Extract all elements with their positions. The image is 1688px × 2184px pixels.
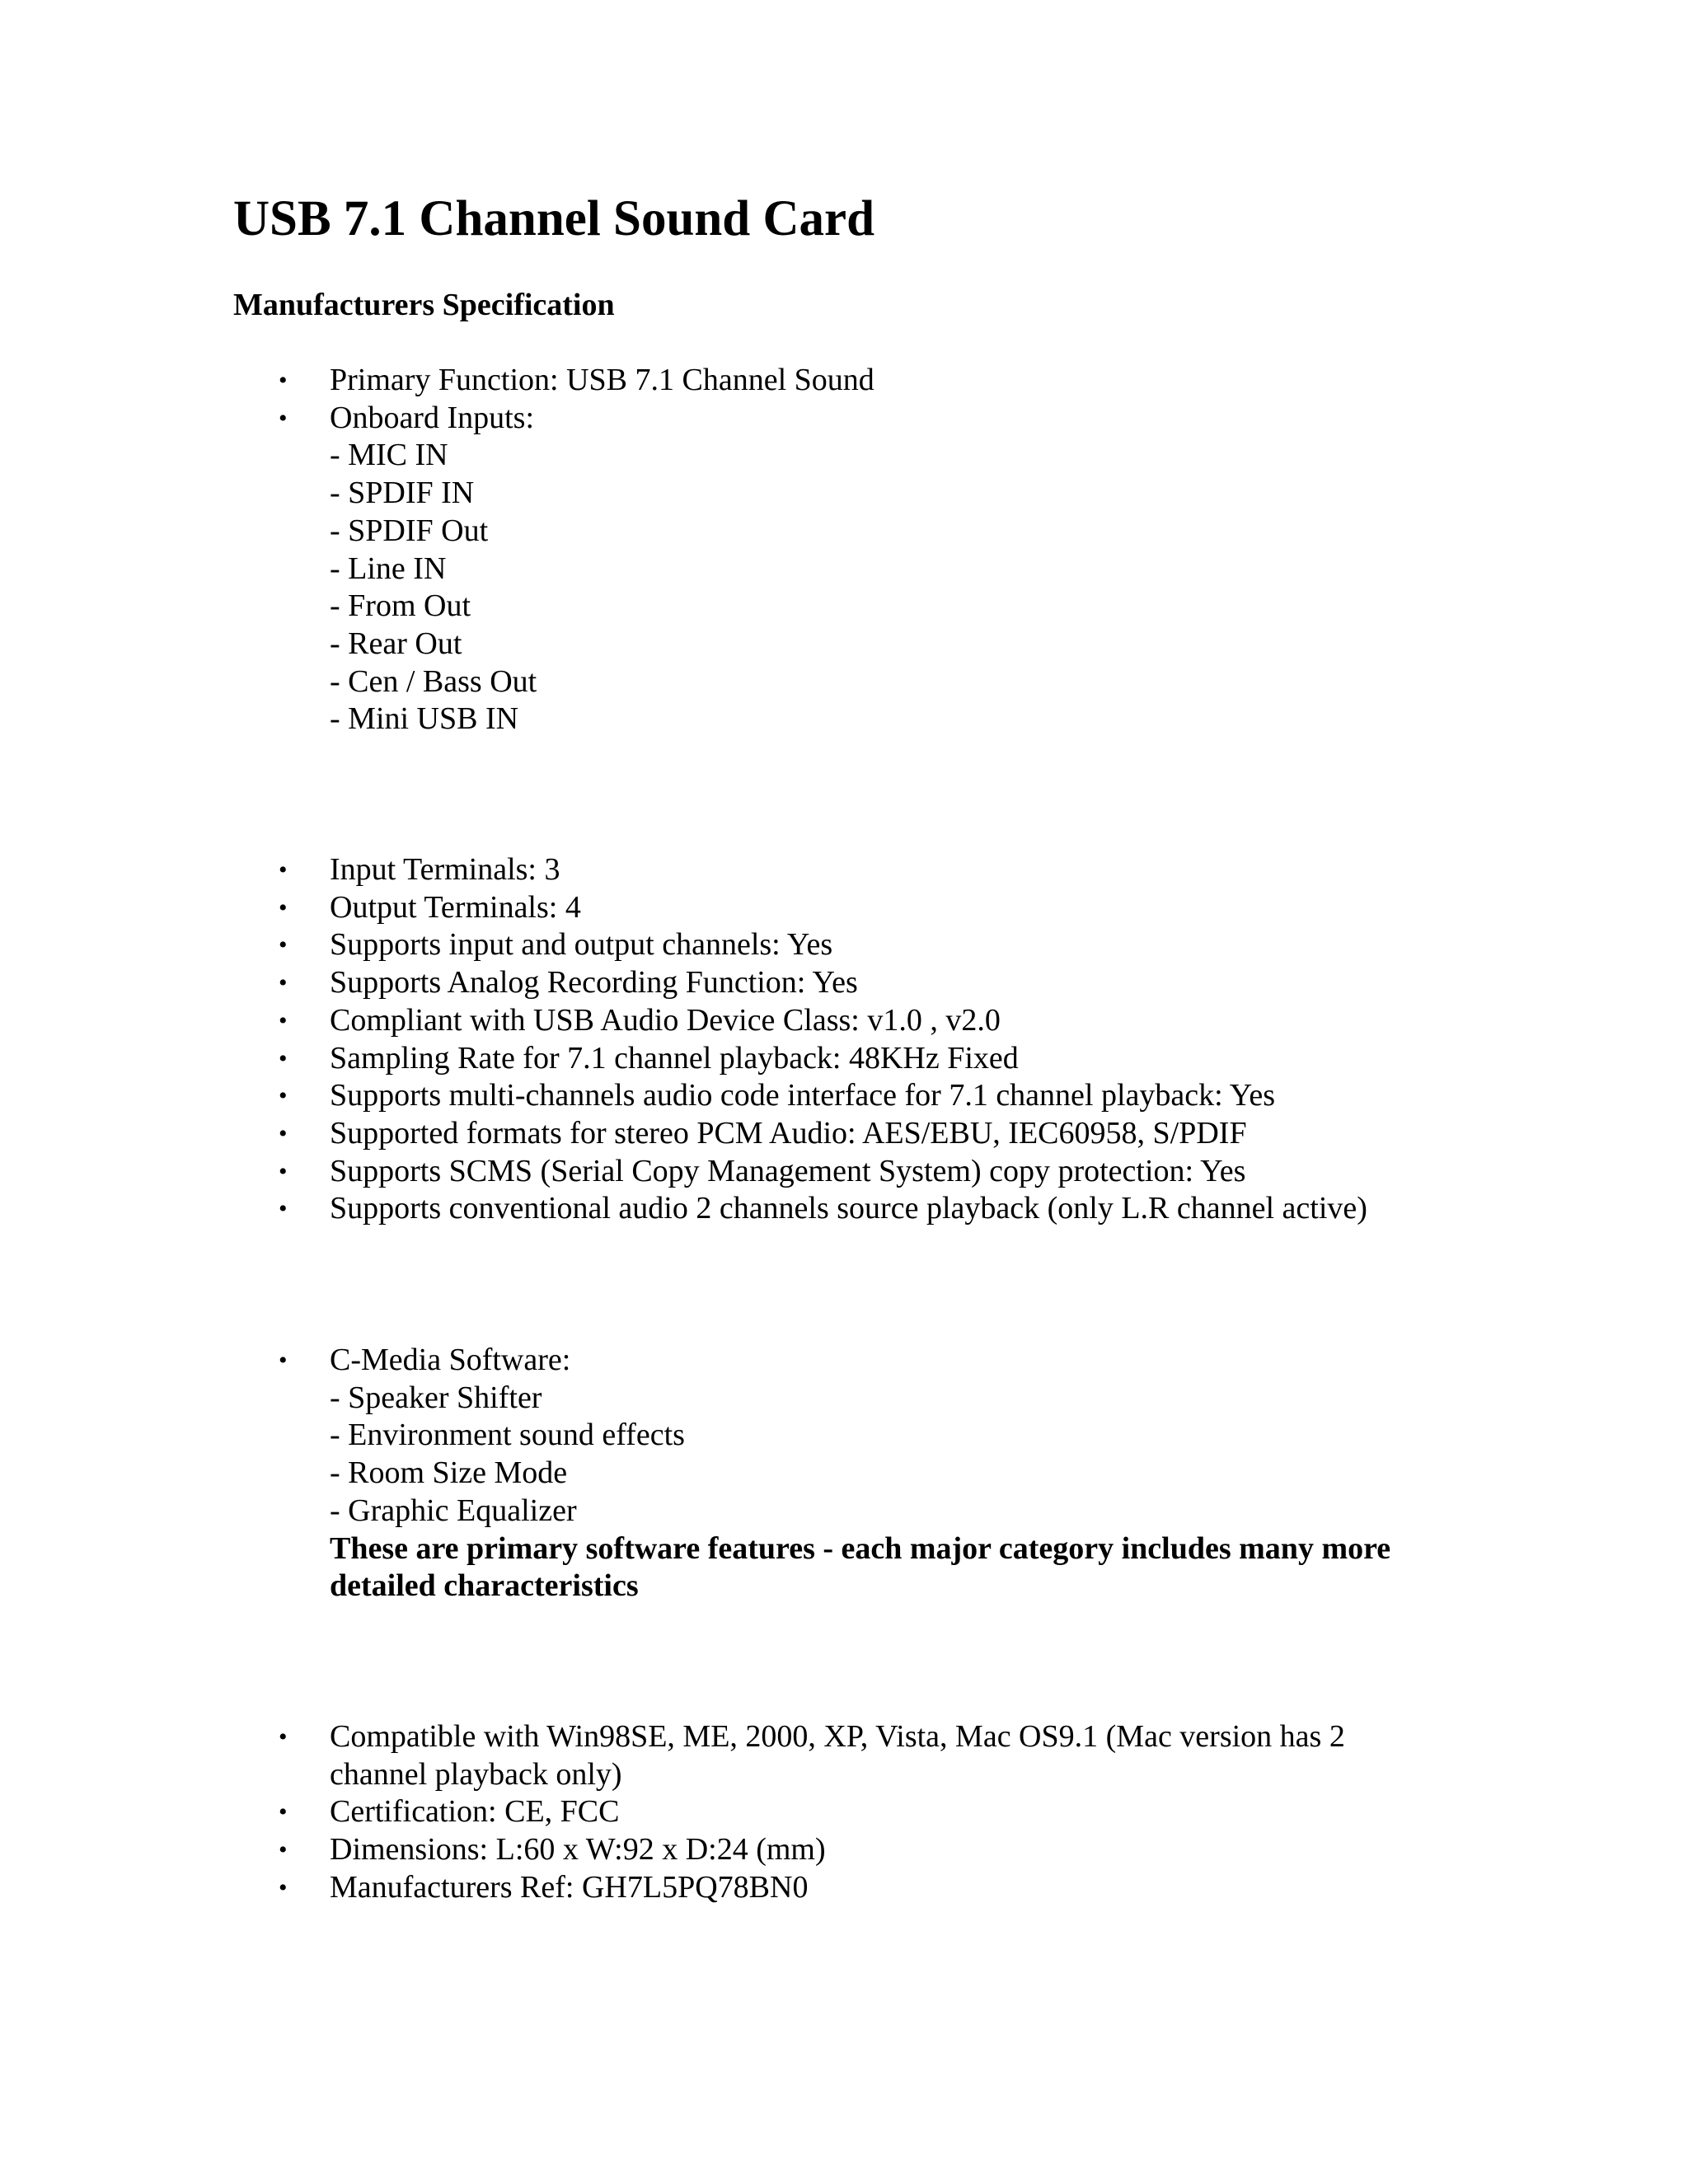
list-item xyxy=(0,1040,1484,1078)
list-subitem: - SPDIF Out xyxy=(330,513,489,548)
list-item-text: Supports multi-channels audio code interface for 7.1 channel playback: Yes xyxy=(330,1078,1276,1113)
list-subitem: - Environment sound effects xyxy=(330,1418,685,1453)
bullet-icon: • xyxy=(279,1157,288,1185)
list-item xyxy=(0,1190,1484,1228)
list-item-text: Certification: CE, FCC xyxy=(330,1794,620,1830)
list-subitem: - SPDIF IN xyxy=(330,476,475,511)
list-item xyxy=(0,1869,1484,1907)
list-item xyxy=(0,1793,1484,1831)
list-subitem: - Room Size Mode xyxy=(330,1455,568,1491)
list-item xyxy=(0,851,1484,889)
spec-list-compatibility xyxy=(0,1718,1484,1907)
list-item xyxy=(0,964,1484,1002)
list-subitem: - Mini USB IN xyxy=(330,701,519,737)
bullet-icon: • xyxy=(279,1347,288,1374)
bullet-icon: • xyxy=(279,1836,288,1864)
bullet-icon: • xyxy=(279,1006,288,1034)
list-item xyxy=(0,1002,1484,1040)
list-item-text: Supported formats for stereo PCM Audio: AES/EBU, IEC60958, S/PDIF xyxy=(330,1115,1247,1151)
list-item xyxy=(0,1342,1484,1605)
bullet-icon: • xyxy=(279,1798,288,1826)
list-item-text: Compatible with Win98SE, ME, 2000, XP, Vista, Mac OS9.1 (Mac version has 2 channel playback only) xyxy=(330,1719,1345,1792)
software-note: These are primary software features - each major category includes many more detailed characteristics xyxy=(330,1530,1391,1604)
spec-list-primary xyxy=(0,362,1484,738)
bullet-icon: • xyxy=(279,404,288,432)
list-item xyxy=(0,1115,1484,1153)
bullet-icon: • xyxy=(279,1119,288,1147)
list-item xyxy=(0,1718,1484,1793)
list-item xyxy=(0,1831,1484,1869)
bullet-icon: • xyxy=(279,1873,288,1901)
list-subitem: - MIC IN xyxy=(330,438,448,473)
list-subitem: - Graphic Equalizer xyxy=(330,1493,577,1528)
bullet-icon: • xyxy=(279,1723,288,1750)
list-item-text: Sampling Rate for 7.1 channel playback: 48KHz Fixed xyxy=(330,1040,1019,1076)
list-item-text: Dimensions: L:60 x W:92 x D:24 (mm) xyxy=(330,1832,826,1868)
list-item-text: Primary Function: USB 7.1 Channel Sound xyxy=(330,363,874,397)
list-item-text: Supports input and output channels: Yes xyxy=(330,927,833,963)
list-item xyxy=(0,926,1484,964)
list-item-text: Onboard Inputs: xyxy=(330,400,535,435)
page-title: USB 7.1 Channel Sound Card xyxy=(233,191,875,246)
spec-list-terminals xyxy=(0,851,1484,1228)
list-subitem: - Cen / Bass Out xyxy=(330,663,537,699)
list-item-text: Supports Analog Recording Function: Yes xyxy=(330,965,858,1001)
bullet-icon: • xyxy=(279,1044,288,1072)
list-item xyxy=(0,1153,1484,1191)
list-item xyxy=(0,362,1484,400)
list-subitem: - Line IN xyxy=(330,551,447,586)
list-item-text: Input Terminals: 3 xyxy=(330,852,560,887)
spec-list-software xyxy=(0,1342,1484,1605)
list-item-text: Supports SCMS (Serial Copy Management System) copy protection: Yes xyxy=(330,1153,1246,1188)
list-item-text: Output Terminals: 4 xyxy=(330,889,581,925)
list-item-text: Supports conventional audio 2 channels source playback (only L.R channel active) xyxy=(330,1191,1367,1226)
bullet-icon: • xyxy=(279,1195,288,1223)
bullet-icon: • xyxy=(279,1082,288,1110)
list-item xyxy=(0,889,1484,927)
list-item-text: Manufacturers Ref: GH7L5PQ78BN0 xyxy=(330,1869,809,1905)
list-subitem: - From Out xyxy=(330,588,471,624)
list-item xyxy=(0,400,1484,738)
list-item xyxy=(0,1077,1484,1115)
bullet-icon: • xyxy=(279,367,288,394)
bullet-icon: • xyxy=(279,893,288,921)
bullet-icon: • xyxy=(279,931,288,959)
list-subitem: - Rear Out xyxy=(330,626,462,661)
list-item-text: Compliant with USB Audio Device Class: v1.0 , v2.0 xyxy=(330,1002,1001,1038)
list-item-text: C-Media Software: xyxy=(330,1343,571,1377)
page-subtitle: Manufacturers Specification xyxy=(233,288,615,322)
bullet-icon: • xyxy=(279,969,288,997)
list-subitem: - Speaker Shifter xyxy=(330,1380,542,1415)
bullet-icon: • xyxy=(279,856,288,883)
